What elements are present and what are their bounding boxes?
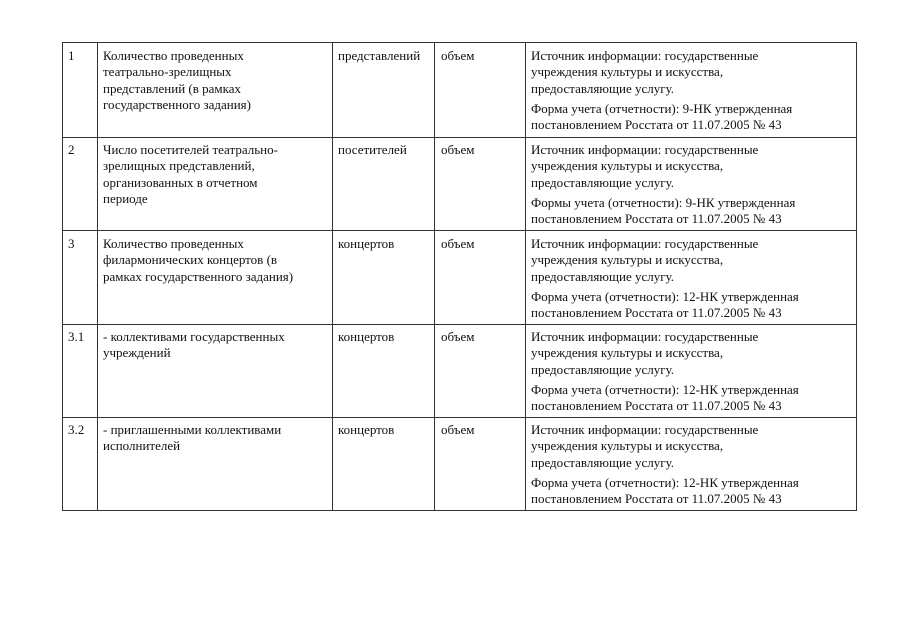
row-divider	[62, 324, 857, 325]
unit-of-measure: концертов	[338, 236, 395, 251]
row-number: 3.1	[68, 329, 85, 344]
table-border-bottom	[62, 510, 857, 511]
table-border-right	[856, 42, 857, 511]
unit-of-measure: концертов	[338, 329, 395, 344]
column-divider	[434, 42, 435, 511]
table-border-left	[62, 42, 63, 511]
info-source: Источник информации: государственные учреждения культуры и искусства, предоставляющие услугу. Форма учета (отчетности): 12-НК утвержденная постановлением Росстата от 11.07.2005 № 43	[531, 329, 799, 414]
info-source: Источник информации: государственные учреждения культуры и искусства, предоставляющие услугу. Форма учета (отчетности): 12-НК утвержденная постановлением Росстата от 11.07.2005 № 43	[531, 236, 799, 321]
indicator-name: Количество проведенных филармонических концертов (в рамках государственного задания)	[103, 236, 294, 284]
row-divider	[62, 417, 857, 418]
indicator-type: объем	[441, 422, 475, 437]
indicator-name: - коллективами государственных учреждений	[103, 329, 285, 361]
row-divider	[62, 230, 857, 231]
table-border-top	[62, 42, 857, 43]
row-number: 3	[68, 236, 75, 251]
info-source: Источник информации: государственные учреждения культуры и искусства, предоставляющие услугу. Формы учета (отчетности): 9-НК утвержденная постановлением Росстата от 11.07.2005 № 43	[531, 142, 796, 227]
indicator-type: объем	[441, 236, 475, 251]
info-source: Источник информации: государственные учреждения культуры и искусства, предоставляющие услугу. Форма учета (отчетности): 12-НК утвержденная постановлением Росстата от 11.07.2005 № 43	[531, 422, 799, 507]
row-number: 3.2	[68, 422, 85, 437]
row-divider	[62, 137, 857, 138]
indicator-name: Количество проведенных театрально-зрелищных представлений (в рамках государственного задания)	[103, 48, 251, 112]
unit-of-measure: посетителей	[338, 142, 407, 157]
indicator-name: - приглашенными коллективами исполнителей	[103, 422, 282, 454]
indicator-name: Число посетителей театрально- зрелищных представлений, организованных в отчетном периоде	[103, 142, 278, 206]
indicator-type: объем	[441, 329, 475, 344]
unit-of-measure: представлений	[338, 48, 421, 63]
row-number: 2	[68, 142, 75, 157]
unit-of-measure: концертов	[338, 422, 395, 437]
column-divider	[332, 42, 333, 511]
indicator-type: объем	[441, 142, 475, 157]
column-divider	[97, 42, 98, 511]
indicator-type: объем	[441, 48, 475, 63]
info-source: Источник информации: государственные учреждения культуры и искусства, предоставляющие услугу. Форма учета (отчетности): 9-НК утвержденная постановлением Росстата от 11.07.2005 № 43	[531, 48, 793, 133]
row-number: 1	[68, 48, 75, 63]
column-divider	[525, 42, 526, 511]
